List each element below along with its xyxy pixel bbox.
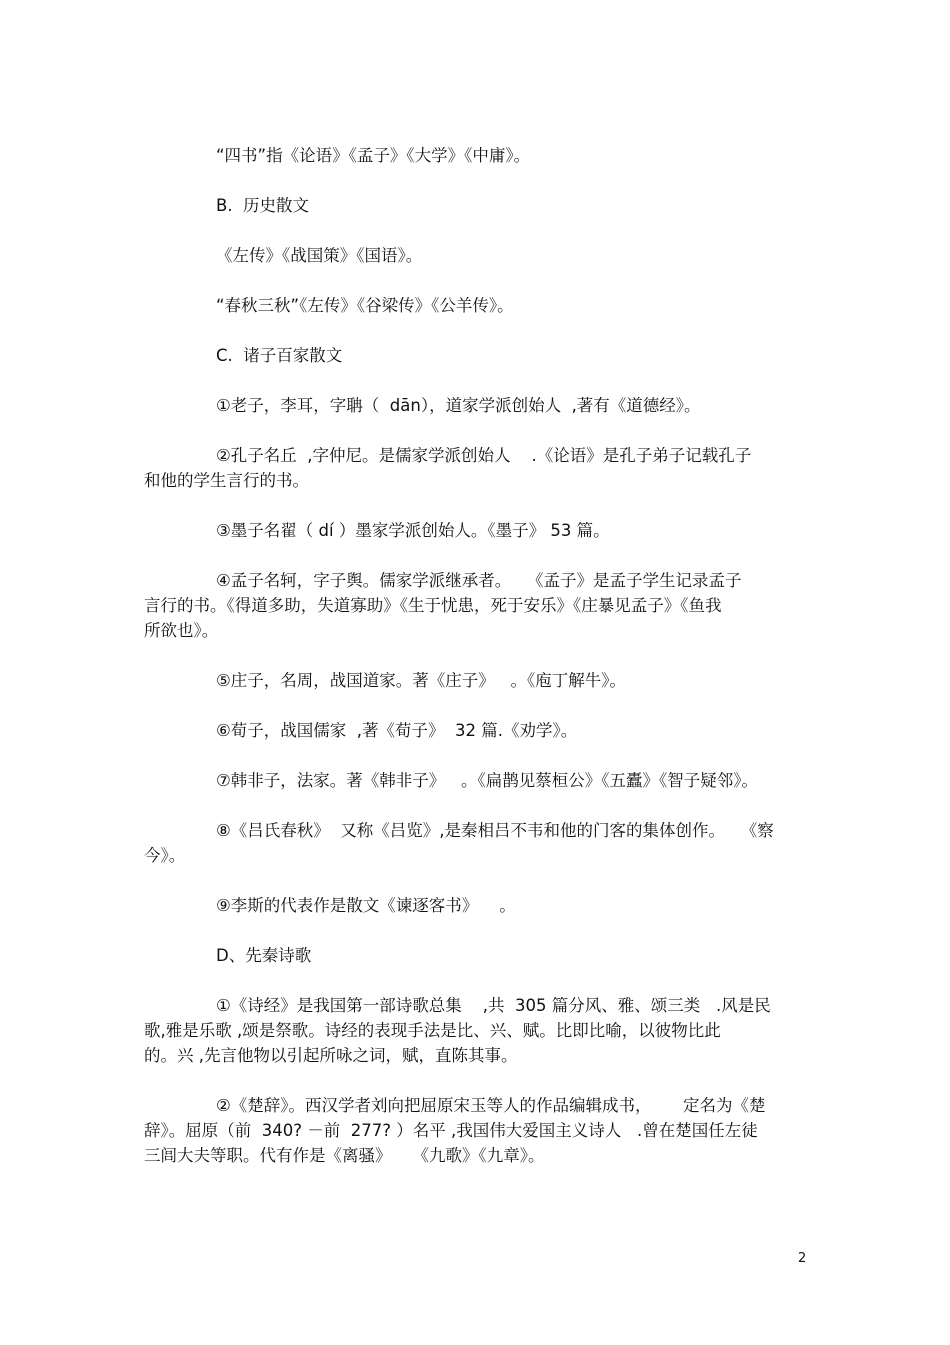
section-heading-pre-qin-poetry: D、先秦诗歌	[216, 946, 312, 965]
list-item-laozi: ①老子，李耳，字聃（ dān），道家学派创始人 ,著有《道德经》。	[216, 396, 701, 415]
list-item-shijing-line-2: 歌,雅是乐歌 ,颂是祭歌。诗经的表现手法是比、兴、赋。比即比喻，以彼物比此	[144, 1021, 721, 1040]
list-item-xunzi: ⑥荀子，战国儒家 ,著《荀子》 32 篇.《劝学》。	[216, 721, 578, 740]
list-item-hanfeizi: ⑦韩非子，法家。著《韩非子》 。《扁鹊见蔡桓公》《五蠹》《智子疑邻》。	[216, 771, 759, 790]
list-item-chuci-line-1: ②《楚辞》。西汉学者刘向把屈原宋玉等人的作品编辑成书， 定名为《楚	[216, 1096, 766, 1115]
text-line-four-books: “四书”指《论语》《孟子》《大学》《中庸》。	[216, 146, 531, 165]
list-item-lushi-chunqiu-line-1: ⑧《吕氏春秋》 又称《吕览》,是秦相吕不韦和他的门客的集体创作。 《察	[216, 821, 774, 840]
list-item-chuci-line-3: 三闾大夫等职。代有作是《离骚》 《九歌》《九章》。	[144, 1146, 545, 1165]
list-item-shijing-line-3: 的。兴 ,先言他物以引起所咏之词，赋，直陈其事。	[144, 1046, 518, 1065]
text-line-history-works: 《左传》《战国策》《国语》。	[216, 246, 423, 265]
list-item-confucius-line-1: ②孔子名丘 ,字仲尼。是儒家学派创始人 .《论语》是孔子弟子记载孔子	[216, 446, 752, 465]
list-item-mencius-line-2: 言行的书。《得道多助，失道寡助》《生于忧患，死于安乐》《庄暴见孟子》《鱼我	[144, 596, 722, 615]
section-heading-hundred-schools: C. 诸子百家散文	[216, 346, 343, 365]
list-item-mencius-line-3: 所欲也》。	[144, 621, 219, 640]
list-item-mozi: ③墨子名翟（ dí ）墨家学派创始人。《墨子》 53 篇。	[216, 521, 610, 540]
list-item-chuci-line-2: 辞》。屈原（前 340? －前 277? ）名平 ,我国伟大爱国主义诗人 .曾在楚国任左徒	[144, 1121, 758, 1140]
list-item-zhuangzi: ⑤庄子，名周，战国道家。著《庄子》 。《庖丁解牛》。	[216, 671, 627, 690]
list-item-shijing-line-1: ①《诗经》是我国第一部诗歌总集 ,共 305 篇分风、雅、颂三类 .风是民	[216, 996, 771, 1015]
page-number: 2	[798, 1251, 807, 1266]
list-item-confucius-line-2: 和他的学生言行的书。	[144, 471, 309, 490]
section-heading-history-prose: B. 历史散文	[216, 196, 310, 215]
list-item-mencius-line-1: ④孟子名轲，字子舆。儒家学派继承者。 《孟子》是孟子学生记录孟子	[216, 571, 742, 590]
text-line-chunqiu: “春秋三秋”《左传》《谷梁传》《公羊传》。	[216, 296, 514, 315]
list-item-lisi: ⑨李斯的代表作是散文《谏逐客书》 。	[216, 896, 516, 915]
list-item-lushi-chunqiu-line-2: 今》。	[144, 846, 186, 865]
